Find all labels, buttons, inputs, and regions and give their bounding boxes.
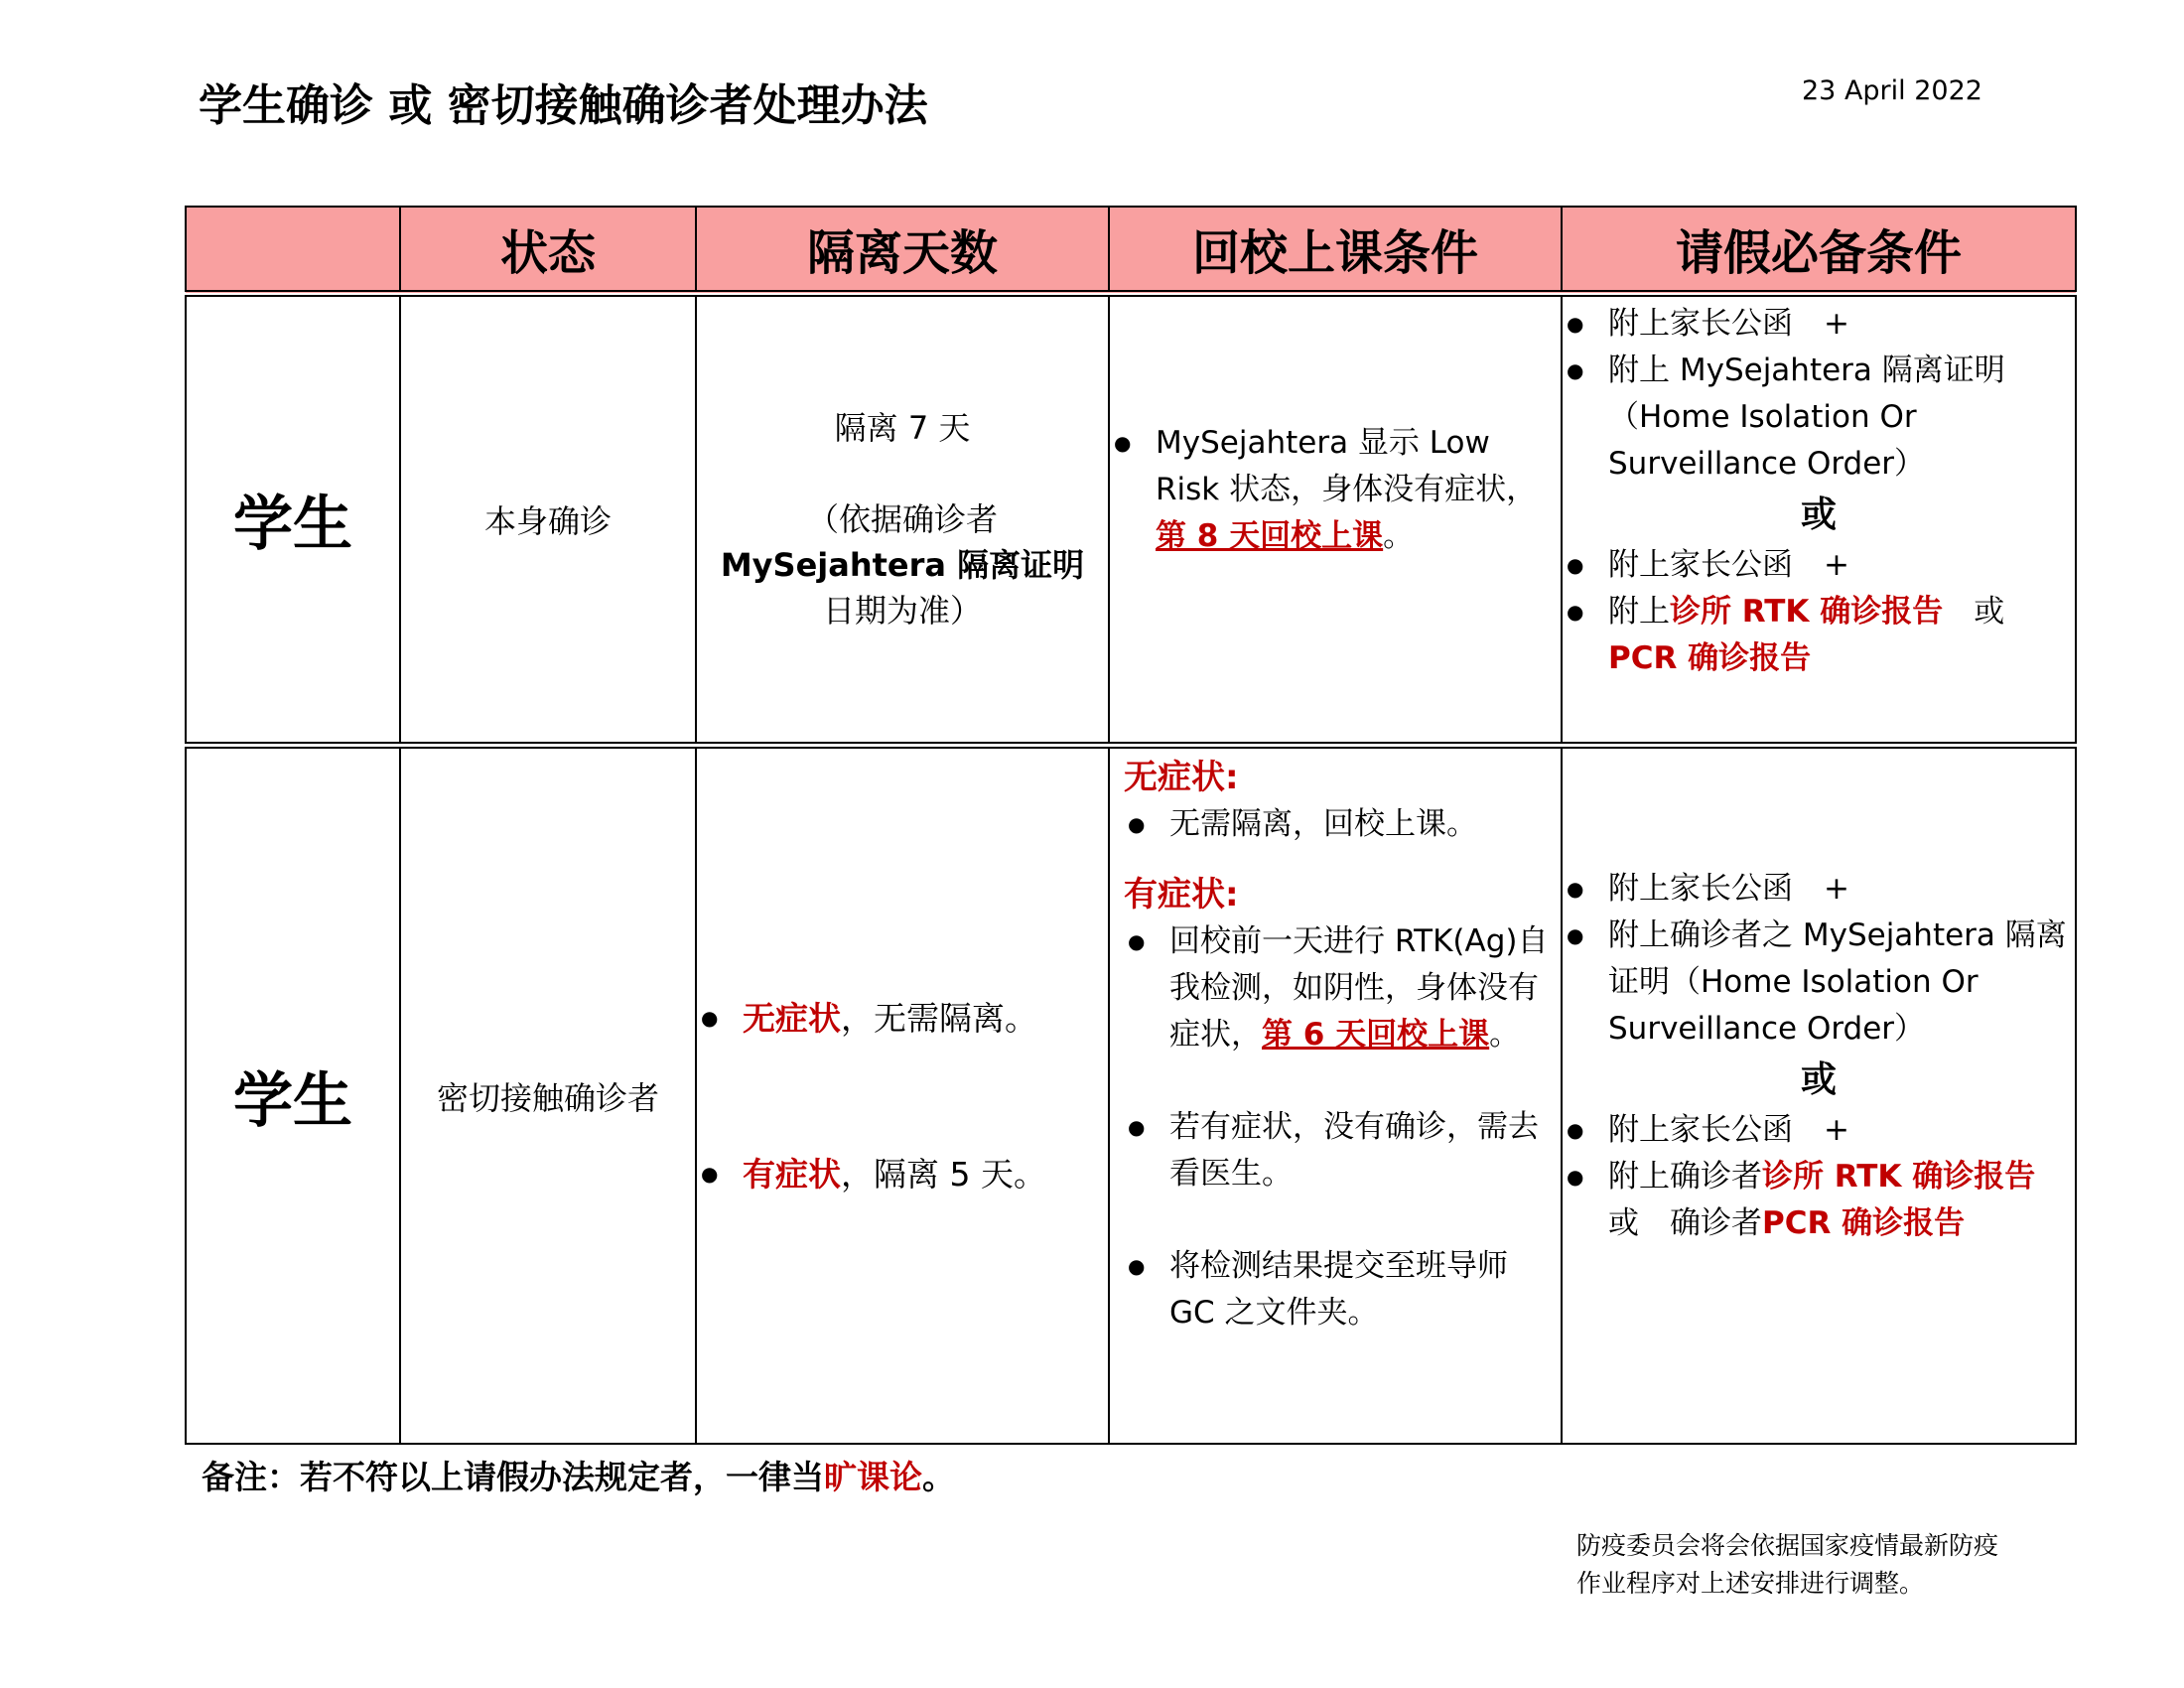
isolation-note-line: 日期为准）	[822, 592, 982, 630]
with-symptoms-subheading: 有症状:	[1124, 875, 1239, 915]
header-return-conditions: 回校上课条件	[1109, 207, 1562, 293]
header-cell-blank	[186, 207, 400, 293]
return-day-highlight: 第 6 天回校上课	[1262, 1017, 1490, 1054]
footer-note	[1576, 1527, 2053, 1603]
list-item: ● 无需隔离，回校上课。	[1124, 801, 1561, 848]
row-leave-requirements	[1562, 293, 2076, 745]
list-item: ● 将检测结果提交至班导师 GC 之文件夹。	[1124, 1243, 1561, 1336]
list-item: ● 附上确诊者诊所 RTK 确诊报告 或 确诊者PCR 确诊报告	[1563, 1154, 2075, 1247]
isolation-note-line: （依据确诊者	[806, 500, 998, 538]
table-header-row	[186, 207, 2076, 293]
list-item: ● 无症状，无需隔离。	[697, 995, 1108, 1042]
list-item: ● 附上家长公函 +	[1563, 1107, 2075, 1154]
row-subject: 学生	[186, 746, 400, 1444]
list-item: ● 附上家长公函 +	[1563, 866, 2075, 913]
header-leave-requirements: 请假必备条件	[1562, 207, 2076, 293]
row-return-conditions	[1109, 293, 1562, 745]
list-item: ● 附上确诊者之 MySejahtera 隔离证明（Home Isolation Or Surveillance Order）	[1563, 913, 2075, 1053]
header-isolation-days: 隔离天数	[696, 207, 1109, 293]
return-day-highlight: 第 8 天回校上课	[1156, 517, 1384, 554]
list-item: ● 附上家长公函 +	[1563, 301, 2075, 348]
row-isolation	[696, 746, 1109, 1444]
list-item: ● 附上 MySejahtera 隔离证明（Home Isolation Or Surveillance Order）	[1563, 348, 2075, 488]
list-item: ● 附上诊所 RTK 确诊报告 或 PCR 确诊报告	[1563, 589, 2075, 682]
footer-line: 防疫委员会将会依据国家疫情最新防疫	[1576, 1531, 1999, 1560]
isolation-note-line: MySejahtera 隔离证明	[720, 546, 1085, 584]
or-separator: 或	[1800, 493, 1837, 535]
document-date: 23 April 2022	[1802, 75, 1982, 106]
policy-table	[185, 206, 2077, 1445]
or-separator: 或	[1800, 1058, 1837, 1100]
remark-note: 备注：若不符以上请假办法规定者，一律当旷课论。	[202, 1458, 955, 1496]
table-row	[186, 746, 2076, 1444]
row-status: 密切接触确诊者	[400, 746, 696, 1444]
row-isolation	[696, 293, 1109, 745]
row-status: 本身确诊	[400, 293, 696, 745]
list-item: ● 回校前一天进行 RTK(Ag)自我检测，如阴性，身体没有症状，第 6 天回校上课。	[1124, 918, 1561, 1058]
no-symptoms-subheading: 无症状:	[1124, 758, 1239, 798]
row-return-conditions	[1109, 746, 1562, 1444]
list-item: ● MySejahtera 显示 Low Risk 状态，身体没有症状，第 8 天回校上课。	[1110, 420, 1561, 560]
footer-line: 作业程序对上述安排进行调整。	[1576, 1569, 1925, 1598]
document-title: 学生确诊 或 密切接触确诊者处理办法	[199, 80, 928, 131]
list-item: ● 有症状，隔离 5 天。	[697, 1151, 1108, 1197]
table-row	[186, 293, 2076, 745]
isolation-days-text: 隔离 7 天	[834, 409, 971, 447]
header-status: 状态	[400, 207, 696, 293]
row-subject: 学生	[186, 293, 400, 745]
list-item: ● 附上家长公函 +	[1563, 542, 2075, 589]
row-leave-requirements	[1562, 746, 2076, 1444]
list-item: ● 若有症状，没有确诊，需去看医生。	[1124, 1104, 1561, 1197]
